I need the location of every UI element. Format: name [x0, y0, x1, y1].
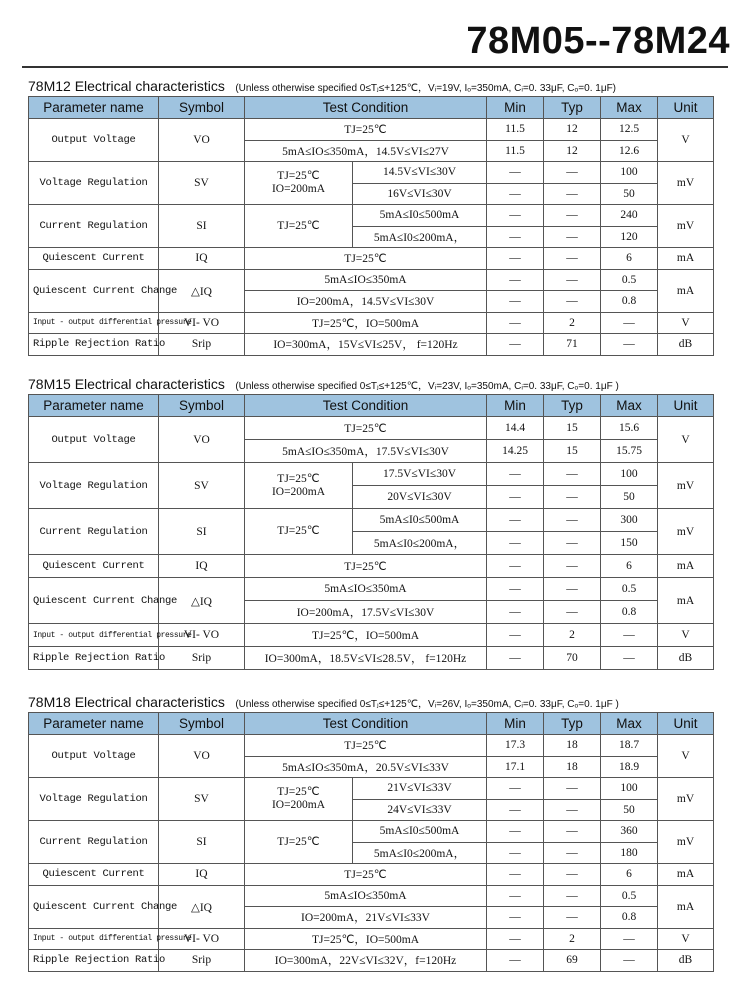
test-condition: TJ=25℃，IO=500mA — [245, 928, 487, 950]
condition-line: TJ=25℃ — [277, 170, 320, 182]
unit-value: V — [658, 624, 714, 647]
section-title: 78M15 Electrical characteristics — [28, 376, 225, 392]
typ-value: — — [544, 601, 601, 624]
param-quiescent-current-change: Quiescent Current Change — [29, 578, 159, 624]
table-row — [29, 647, 714, 670]
symbol-si: SI — [159, 509, 245, 555]
table-row — [29, 509, 714, 532]
page-title: 78M05--78M24 — [466, 20, 730, 62]
min-value: 11.5 — [487, 140, 544, 162]
header-min: Min — [487, 97, 544, 119]
table-row — [29, 205, 714, 227]
typ-value: 12 — [544, 140, 601, 162]
unit-value: mV — [658, 509, 714, 555]
min-value: 11.5 — [487, 119, 544, 141]
unit-value: mA — [658, 555, 714, 578]
header-symbol: Symbol — [159, 713, 245, 735]
param-quiescent-current-change: Quiescent Current Change — [29, 885, 159, 928]
section-title: 78M12 Electrical characteristics — [28, 78, 225, 94]
table-row — [29, 624, 714, 647]
unit-value: mA — [658, 885, 714, 928]
test-condition: 24V≤VI≤33V — [353, 799, 487, 821]
param-current-regulation: Current Regulation — [29, 509, 159, 555]
min-value: — — [487, 312, 544, 334]
typ-value: — — [544, 578, 601, 601]
section-conditions: (Unless otherwise specified 0≤Tⱼ≤+125℃，Vᵢ=26V, Iₒ=350mA, Cᵢ=0. 33μF, Cₒ=0. 1μF ) — [235, 699, 619, 710]
header-max: Max — [601, 97, 658, 119]
header-unit: Unit — [658, 713, 714, 735]
typ-value: — — [544, 291, 601, 313]
condition-line: IO=200mA — [271, 183, 326, 195]
symbol-iq: IQ — [159, 248, 245, 270]
min-value: — — [487, 248, 544, 270]
typ-value: 2 — [544, 624, 601, 647]
param-input-output-differential: Input - output differential pressure — [29, 928, 159, 950]
test-condition: IO=200mA，17.5V≤VI≤30V — [245, 601, 487, 624]
condition-line: TJ=25℃ — [277, 219, 320, 232]
symbol-delta-iq: △IQ — [159, 885, 245, 928]
max-value: 18.9 — [601, 756, 658, 778]
param-input-output-differential: Input - output differential pressure — [29, 312, 159, 334]
header-max: Max — [601, 395, 658, 417]
min-value: — — [487, 821, 544, 843]
typ-value: 18 — [544, 756, 601, 778]
unit-value: dB — [658, 647, 714, 670]
header-parameter-name: Parameter name — [29, 395, 159, 417]
min-value: 14.4 — [487, 417, 544, 440]
param-voltage-regulation: Voltage Regulation — [29, 463, 159, 509]
max-value: 0.8 — [601, 601, 658, 624]
typ-value: 70 — [544, 647, 601, 670]
min-value: — — [487, 334, 544, 356]
param-input-output-differential: Input - output differential pressure — [29, 624, 159, 647]
header-parameter-name: Parameter name — [29, 97, 159, 119]
test-condition: TJ=25℃，IO=500mA — [245, 312, 487, 334]
test-condition: TJ=25℃ — [245, 864, 487, 886]
test-condition: 5mA≤IO≤350mA — [245, 885, 487, 907]
symbol-srip: Srip — [159, 647, 245, 670]
max-value: 18.7 — [601, 735, 658, 757]
min-value: — — [487, 885, 544, 907]
max-value: 15.6 — [601, 417, 658, 440]
table-row — [29, 885, 714, 907]
symbol-delta-iq: △IQ — [159, 578, 245, 624]
typ-value: 15 — [544, 417, 601, 440]
table-row — [29, 555, 714, 578]
param-ripple-rejection-ratio: Ripple Rejection Ratio — [29, 950, 159, 972]
symbol-si: SI — [159, 821, 245, 864]
unit-value: dB — [658, 334, 714, 356]
typ-value: 15 — [544, 440, 601, 463]
unit-value: V — [658, 312, 714, 334]
test-condition: 5mA≤IO≤350mA，14.5V≤VI≤27V — [245, 140, 487, 162]
header-unit: Unit — [658, 395, 714, 417]
typ-value: — — [544, 486, 601, 509]
condition-line: TJ=25℃ — [277, 525, 320, 537]
test-condition: TJ=25℃ — [245, 555, 487, 578]
max-value: 15.75 — [601, 440, 658, 463]
table-row — [29, 463, 714, 486]
max-value: 300 — [601, 509, 658, 532]
condition-line: TJ=25℃ — [277, 786, 320, 798]
condition-line: IO=200mA — [271, 799, 326, 811]
test-condition: IO=300mA，22V≤VI≤32V，f=120Hz — [245, 950, 487, 972]
symbol-iq: IQ — [159, 864, 245, 886]
min-value: — — [487, 509, 544, 532]
test-condition: 5mA≤IO≤350mA，17.5V≤VI≤30V — [245, 440, 487, 463]
unit-value: mV — [658, 821, 714, 864]
param-voltage-regulation: Voltage Regulation — [29, 162, 159, 205]
section-title: 78M18 Electrical characteristics — [28, 694, 225, 710]
unit-value: mV — [658, 162, 714, 205]
test-condition: 5mA≤I0≤500mA — [353, 821, 487, 843]
min-value: — — [487, 205, 544, 227]
typ-value: — — [544, 885, 601, 907]
title-rule — [22, 66, 728, 68]
min-value: — — [487, 601, 544, 624]
min-value: — — [487, 907, 544, 929]
header-parameter-name: Parameter name — [29, 713, 159, 735]
min-value: — — [487, 183, 544, 205]
test-condition: 5mA≤I0≤200mA， — [353, 226, 487, 248]
header-typ: Typ — [544, 713, 601, 735]
test-condition: 21V≤VI≤33V — [353, 778, 487, 800]
test-condition: 5mA≤IO≤350mA — [245, 578, 487, 601]
table-row — [29, 735, 714, 757]
max-value: — — [601, 624, 658, 647]
symbol-vo: VO — [159, 735, 245, 778]
symbol-vo: VO — [159, 417, 245, 463]
max-value: 6 — [601, 248, 658, 270]
param-current-regulation: Current Regulation — [29, 821, 159, 864]
max-value: 0.5 — [601, 885, 658, 907]
min-value: — — [487, 226, 544, 248]
symbol-sv: SV — [159, 778, 245, 821]
max-value: 100 — [601, 162, 658, 184]
test-condition-common — [245, 821, 353, 864]
header-row — [29, 97, 714, 119]
unit-value: mV — [658, 463, 714, 509]
min-value: 17.3 — [487, 735, 544, 757]
test-condition: IO=200mA，14.5V≤VI≤30V — [245, 291, 487, 313]
param-current-regulation: Current Regulation — [29, 205, 159, 248]
typ-value: — — [544, 226, 601, 248]
test-condition: 5mA≤I0≤200mA， — [353, 842, 487, 864]
test-condition-common — [245, 162, 353, 205]
min-value: — — [487, 162, 544, 184]
test-condition: 5mA≤I0≤200mA， — [353, 532, 487, 555]
unit-value: mA — [658, 269, 714, 312]
max-value: 50 — [601, 486, 658, 509]
table-row — [29, 950, 714, 972]
typ-value: — — [544, 532, 601, 555]
typ-value: — — [544, 864, 601, 886]
unit-value: V — [658, 417, 714, 463]
test-condition: 17.5V≤VI≤30V — [353, 463, 487, 486]
spec-table — [28, 712, 714, 972]
max-value: — — [601, 312, 658, 334]
header-test-condition: Test Condition — [245, 395, 487, 417]
max-value: 6 — [601, 555, 658, 578]
test-condition: TJ=25℃ — [245, 417, 487, 440]
max-value: 12.5 — [601, 119, 658, 141]
test-condition-common — [245, 509, 353, 555]
test-condition-common — [245, 463, 353, 509]
header-unit: Unit — [658, 97, 714, 119]
typ-value: — — [544, 509, 601, 532]
test-condition: 20V≤VI≤30V — [353, 486, 487, 509]
section-header — [28, 692, 713, 712]
test-condition: 5mA≤IO≤350mA — [245, 269, 487, 291]
header-symbol: Symbol — [159, 97, 245, 119]
param-quiescent-current: Quiescent Current — [29, 864, 159, 886]
test-condition: IO=200mA，21V≤VI≤33V — [245, 907, 487, 929]
section-78m12 — [28, 76, 713, 356]
typ-value: — — [544, 821, 601, 843]
header-typ: Typ — [544, 97, 601, 119]
condition-line: IO=200mA — [271, 485, 326, 498]
symbol-vi-vo: VI- VO — [159, 928, 245, 950]
typ-value: — — [544, 778, 601, 800]
max-value: 0.5 — [601, 578, 658, 601]
typ-value: — — [544, 269, 601, 291]
max-value: 6 — [601, 864, 658, 886]
max-value: 360 — [601, 821, 658, 843]
max-value: — — [601, 334, 658, 356]
min-value: — — [487, 624, 544, 647]
spec-table — [28, 394, 714, 670]
symbol-srip: Srip — [159, 950, 245, 972]
section-conditions: (Unless otherwise specified 0≤Tⱼ≤+125℃，Vᵢ=23V, Iₒ=350mA, Cᵢ=0. 33μF, Cₒ=0. 1μF ) — [235, 381, 619, 392]
table-row — [29, 334, 714, 356]
max-value: 180 — [601, 842, 658, 864]
symbol-srip: Srip — [159, 334, 245, 356]
test-condition-common — [245, 205, 353, 248]
table-row — [29, 778, 714, 800]
test-condition: 5mA≤IO≤350mA，20.5V≤VI≤33V — [245, 756, 487, 778]
table-row — [29, 269, 714, 291]
max-value: 240 — [601, 205, 658, 227]
table-row — [29, 864, 714, 886]
section-header — [28, 76, 713, 96]
header-symbol: Symbol — [159, 395, 245, 417]
symbol-vi-vo: VI- VO — [159, 624, 245, 647]
max-value: 0.8 — [601, 907, 658, 929]
test-condition-common — [245, 778, 353, 821]
table-row — [29, 162, 714, 184]
min-value: — — [487, 463, 544, 486]
min-value: — — [487, 799, 544, 821]
symbol-delta-iq: △IQ — [159, 269, 245, 312]
test-condition: TJ=25℃ — [245, 119, 487, 141]
min-value: — — [487, 486, 544, 509]
section-78m18 — [28, 692, 713, 972]
max-value: 12.6 — [601, 140, 658, 162]
typ-value: — — [544, 183, 601, 205]
table-row — [29, 312, 714, 334]
max-value: 100 — [601, 778, 658, 800]
typ-value: — — [544, 555, 601, 578]
header-typ: Typ — [544, 395, 601, 417]
test-condition: 16V≤VI≤30V — [353, 183, 487, 205]
param-quiescent-current-change: Quiescent Current Change — [29, 269, 159, 312]
typ-value: 2 — [544, 312, 601, 334]
max-value: — — [601, 950, 658, 972]
header-max: Max — [601, 713, 658, 735]
min-value: — — [487, 578, 544, 601]
unit-value: mA — [658, 864, 714, 886]
spec-table — [28, 96, 714, 356]
param-quiescent-current: Quiescent Current — [29, 248, 159, 270]
unit-value: V — [658, 119, 714, 162]
min-value: — — [487, 864, 544, 886]
test-condition: 14.5V≤VI≤30V — [353, 162, 487, 184]
table-row — [29, 119, 714, 141]
table-row — [29, 248, 714, 270]
typ-value: — — [544, 907, 601, 929]
unit-value: mA — [658, 578, 714, 624]
section-conditions: (Unless otherwise specified 0≤Tⱼ≤+125℃，Vᵢ=19V, Iₒ=350mA, Cᵢ=0. 33μF, Cₒ=0. 1μF) — [235, 83, 617, 94]
typ-value: 71 — [544, 334, 601, 356]
typ-value: — — [544, 799, 601, 821]
max-value: — — [601, 647, 658, 670]
param-output-voltage: Output Voltage — [29, 119, 159, 162]
max-value: 100 — [601, 463, 658, 486]
typ-value: 18 — [544, 735, 601, 757]
min-value: — — [487, 269, 544, 291]
param-output-voltage: Output Voltage — [29, 735, 159, 778]
max-value: 0.8 — [601, 291, 658, 313]
typ-value: 12 — [544, 119, 601, 141]
table-row — [29, 578, 714, 601]
header-min: Min — [487, 395, 544, 417]
param-ripple-rejection-ratio: Ripple Rejection Ratio — [29, 334, 159, 356]
param-output-voltage: Output Voltage — [29, 417, 159, 463]
test-condition: TJ=25℃，IO=500mA — [245, 624, 487, 647]
section-header — [28, 374, 713, 394]
min-value: 17.1 — [487, 756, 544, 778]
min-value: — — [487, 778, 544, 800]
unit-value: mV — [658, 778, 714, 821]
typ-value: — — [544, 842, 601, 864]
max-value: 50 — [601, 799, 658, 821]
table-row — [29, 821, 714, 843]
symbol-sv: SV — [159, 162, 245, 205]
typ-value: 2 — [544, 928, 601, 950]
test-condition: 5mA≤I0≤500mA — [353, 205, 487, 227]
section-78m15 — [28, 374, 713, 670]
header-min: Min — [487, 713, 544, 735]
unit-value: mA — [658, 248, 714, 270]
min-value: — — [487, 842, 544, 864]
typ-value: 69 — [544, 950, 601, 972]
header-test-condition: Test Condition — [245, 97, 487, 119]
symbol-vi-vo: VI- VO — [159, 312, 245, 334]
test-condition: IO=300mA，18.5V≤VI≤28.5V， f=120Hz — [245, 647, 487, 670]
typ-value: — — [544, 205, 601, 227]
test-condition: TJ=25℃ — [245, 248, 487, 270]
min-value: — — [487, 950, 544, 972]
param-quiescent-current: Quiescent Current — [29, 555, 159, 578]
symbol-si: SI — [159, 205, 245, 248]
max-value: 120 — [601, 226, 658, 248]
test-condition: IO=300mA，15V≤VI≤25V， f=120Hz — [245, 334, 487, 356]
unit-value: mV — [658, 205, 714, 248]
max-value: 0.5 — [601, 269, 658, 291]
header-row — [29, 395, 714, 417]
min-value: — — [487, 555, 544, 578]
symbol-sv: SV — [159, 463, 245, 509]
min-value: — — [487, 532, 544, 555]
max-value: 150 — [601, 532, 658, 555]
min-value: — — [487, 291, 544, 313]
param-ripple-rejection-ratio: Ripple Rejection Ratio — [29, 647, 159, 670]
condition-line: TJ=25℃ — [277, 835, 320, 848]
typ-value: — — [544, 162, 601, 184]
min-value: 14.25 — [487, 440, 544, 463]
header-row — [29, 713, 714, 735]
symbol-iq: IQ — [159, 555, 245, 578]
condition-line: TJ=25℃ — [277, 472, 320, 485]
header-test-condition: Test Condition — [245, 713, 487, 735]
typ-value: — — [544, 248, 601, 270]
max-value: 50 — [601, 183, 658, 205]
unit-value: V — [658, 928, 714, 950]
param-voltage-regulation: Voltage Regulation — [29, 778, 159, 821]
symbol-vo: VO — [159, 119, 245, 162]
test-condition: 5mA≤I0≤500mA — [353, 509, 487, 532]
unit-value: dB — [658, 950, 714, 972]
min-value: — — [487, 647, 544, 670]
table-row — [29, 928, 714, 950]
max-value: — — [601, 928, 658, 950]
table-row — [29, 417, 714, 440]
unit-value: V — [658, 735, 714, 778]
typ-value: — — [544, 463, 601, 486]
test-condition: TJ=25℃ — [245, 735, 487, 757]
min-value: — — [487, 928, 544, 950]
